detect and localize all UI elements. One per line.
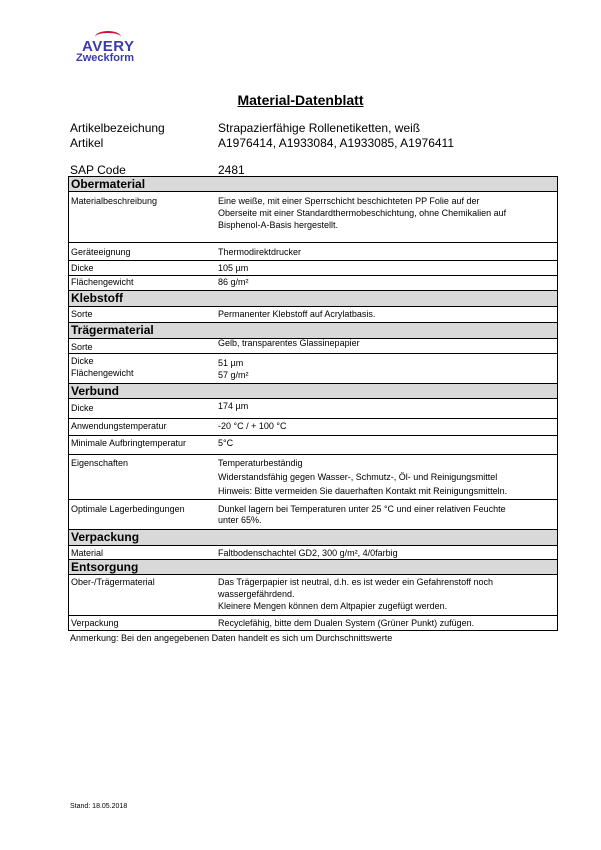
section-entsorgung: Entsorgung <box>69 559 557 575</box>
lagerbedingungen-line-1: Dunkel lagern bei Temperaturen unter 25 °C und einer relativen Feuchte <box>218 504 506 514</box>
logo-avery-text: AVERY <box>82 38 135 55</box>
divider <box>69 418 557 419</box>
entsorgung-obermaterial-line-1: Das Trägerpapier ist neutral, d.h. es ist weder ein Gefahrenstoff noch <box>218 577 493 587</box>
obermaterial-dicke-value: 105 µm <box>218 263 249 273</box>
section-klebstoff: Klebstoff <box>69 290 557 307</box>
materialbeschreibung-label: Materialbeschreibung <box>71 196 158 206</box>
entsorgung-obermaterial-line-2: wassergefährdend. <box>218 589 295 599</box>
divider <box>69 435 557 436</box>
geraeteeignung-value: Thermodirektdrucker <box>218 247 302 257</box>
klebstoff-sorte-label: Sorte <box>71 309 93 319</box>
avery-zweckform-logo <box>76 37 136 73</box>
divider <box>69 454 557 455</box>
divider <box>69 275 557 276</box>
lagerbedingungen-line-2: unter 65%. <box>218 515 262 525</box>
divider <box>69 615 557 616</box>
min-aufbringtemperatur-value: 5°C <box>218 438 234 448</box>
artikel-value: A1976414, A1933084, A1933085, A1976411 <box>218 136 455 150</box>
verbund-dicke-label: Dicke <box>71 403 94 413</box>
section-traegermaterial: Trägermaterial <box>69 322 557 339</box>
page-title: Material-Datenblatt <box>237 92 364 108</box>
entsorgung-obermaterial-line-3: Kleinere Mengen können dem Altpapier zugefügt werden. <box>218 601 448 611</box>
section-verbund: Verbund <box>69 383 557 399</box>
entsorgung-verpackung-label: Verpackung <box>71 618 119 628</box>
entsorgung-verpackung-value: Recyclefähig, bitte dem Dualen System (Grüner Punkt) zufügen. <box>218 618 475 628</box>
divider <box>69 260 557 261</box>
divider <box>69 353 557 354</box>
sap-code-label: SAP Code <box>70 163 126 177</box>
eigenschaften-line-2: Widerstandsfähig gegen Wasser-, Schmutz-, Öl- und Reinigungsmittel <box>218 472 498 482</box>
lagerbedingungen-label: Optimale Lagerbedingungen <box>71 504 185 514</box>
verpackung-material-label: Material <box>71 548 104 558</box>
traeger-flaechengewicht-value: 57 g/m² <box>218 370 249 380</box>
verpackung-material-value: Faltbodenschachtel GD2, 300 g/m², 4/0farbig <box>218 548 398 558</box>
materialbeschreibung-line-1: Eine weiße, mit einer Sperrschicht beschichteten PP Folie auf der <box>218 196 480 206</box>
divider <box>69 499 557 500</box>
obermaterial-flaechengewicht-label: Flächengewicht <box>71 277 134 287</box>
materialbeschreibung-line-3: Bisphenol-A-Basis hergestellt. <box>218 220 339 230</box>
logo-zweckform-text: Zweckform <box>76 52 135 64</box>
anmerkung-note: Anmerkung: Bei den angegebenen Daten handelt es sich um Durchschnittswerte <box>70 633 393 643</box>
section-verpackung: Verpackung <box>69 529 557 546</box>
artikelbezeichnung-value: Strapazierfähige Rollenetiketten, weiß <box>218 121 421 135</box>
traeger-dicke-label: Dicke <box>71 356 94 366</box>
traeger-flaechengewicht-label: Flächengewicht <box>71 368 134 378</box>
obermaterial-dicke-label: Dicke <box>71 263 94 273</box>
min-aufbringtemperatur-label: Minimale Aufbringtemperatur <box>71 438 187 448</box>
sap-code-value: 2481 <box>218 163 245 177</box>
eigenschaften-line-1: Temperaturbeständig <box>218 458 303 468</box>
artikelbezeichnung-label: Artikelbezeichung <box>70 121 165 135</box>
traeger-sorte-value: Gelb, transparentes Glassinepapier <box>218 338 360 348</box>
section-obermaterial: Obermaterial <box>69 177 557 192</box>
stand-date: Stand: 18.05.2018 <box>70 803 128 810</box>
obermaterial-flaechengewicht-value: 86 g/m² <box>218 277 249 287</box>
divider <box>69 242 557 243</box>
traeger-dicke-value: 51 µm <box>218 358 244 368</box>
materialbeschreibung-line-2: Oberseite mit einer Standardthermobeschichtung, ohne Chemikalien auf <box>218 208 507 218</box>
anwendungstemperatur-label: Anwendungstemperatur <box>71 421 167 431</box>
verbund-dicke-value: 174 µm <box>218 401 249 411</box>
entsorgung-obermaterial-label: Ober-/Trägermaterial <box>71 577 155 587</box>
material-table <box>68 176 558 631</box>
eigenschaften-label: Eigenschaften <box>71 458 129 468</box>
eigenschaften-line-3: Hinweis: Bitte vermeiden Sie dauerhaften Kontakt mit Reinigungsmitteln. <box>218 486 508 496</box>
anwendungstemperatur-value: -20 °C / + 100 °C <box>218 421 287 431</box>
geraeteeignung-label: Geräteeignung <box>71 247 131 257</box>
klebstoff-sorte-value: Permanenter Klebstoff auf Acrylatbasis. <box>218 309 376 319</box>
traeger-sorte-label: Sorte <box>71 342 93 352</box>
artikel-label: Artikel <box>70 136 104 150</box>
